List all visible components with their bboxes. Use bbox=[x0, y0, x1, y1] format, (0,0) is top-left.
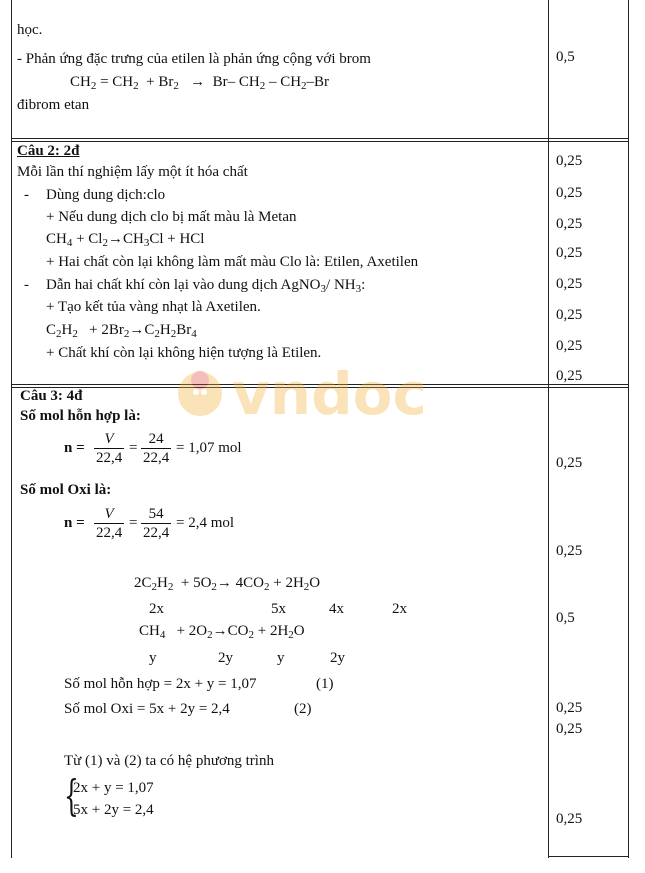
row3-mol-mix-label: Số mol hỗn hợp là: bbox=[20, 408, 141, 424]
row3-score-6: 0,25 bbox=[556, 811, 583, 827]
row-divider-1b bbox=[11, 141, 629, 142]
row3-r1-coef-4: 2x bbox=[392, 601, 407, 617]
row1-line1: học. bbox=[17, 22, 43, 38]
svg-text:vndoc: vndoc bbox=[232, 360, 427, 428]
row3-r1-coef-2: 5x bbox=[271, 601, 286, 617]
row3-reaction1: $2C_2H_2 + 5O_2\to 4CO_2 + 2H_2O$ bbox=[134, 575, 321, 593]
row2-score-3: 0,25 bbox=[556, 216, 583, 232]
row2-bullet2-dash: - bbox=[24, 277, 29, 293]
row2-line5: + Hai chất còn lại không làm mất màu Clo là: Etilen, Axetilen bbox=[46, 254, 419, 270]
row2-bullet1: Dùng dung dịch:clo bbox=[46, 187, 166, 203]
row2-line1: Mỗi lần thí nghiệm lấy một ít hóa chất bbox=[17, 164, 248, 180]
row3-score-1: 0,25 bbox=[556, 455, 583, 471]
table-divider bbox=[548, 0, 549, 858]
row3-r2-coef-2: 2y bbox=[218, 650, 233, 666]
row2-score-6: 0,25 bbox=[556, 307, 583, 323]
table-bottom bbox=[548, 856, 629, 857]
row2-bullet1-dash: - bbox=[24, 187, 29, 203]
row1-line4: đibrom etan bbox=[17, 97, 90, 113]
row2-eq1: $CH_4 + Cl_2\to CH_3Cl$ + HCl bbox=[46, 231, 205, 249]
row3-n1-frac2: $\frac{24}{22,4}$ bbox=[143, 431, 170, 466]
row2-score-7: 0,25 bbox=[556, 338, 583, 354]
row3-n1-frac1: $\frac{V}{22,4}$ bbox=[96, 431, 123, 466]
row3-n1-lhs: n = bbox=[64, 440, 85, 456]
row3-mol-o2-label: Số mol Oxi là: bbox=[20, 482, 112, 498]
watermark-logo bbox=[170, 358, 460, 433]
row3-r2-coef-3: y bbox=[277, 650, 285, 666]
row3-eqA-tag: (1) bbox=[316, 676, 334, 692]
row3-eqB-tag: (2) bbox=[294, 701, 312, 717]
row3-r1-coef-3: 4x bbox=[329, 601, 344, 617]
row2-score-4: 0,25 bbox=[556, 245, 583, 261]
system-brace: { bbox=[64, 771, 79, 820]
row2-heading: Câu 2: 2đ bbox=[17, 143, 80, 159]
row3-n1-eq: = bbox=[129, 440, 138, 456]
table-border-left bbox=[11, 0, 12, 858]
row3-n1-result: = 1,07 mol bbox=[176, 440, 242, 456]
row3-heading: Câu 3: 4đ bbox=[20, 388, 83, 404]
row3-eqA: Số mol hỗn hợp = 2x + y = 1,07 bbox=[64, 676, 257, 692]
row3-n2-result: = 2,4 mol bbox=[176, 515, 235, 531]
row3-score-2: 0,25 bbox=[556, 543, 583, 559]
table-border-right bbox=[628, 0, 629, 858]
row3-n2-frac1: $\frac{V}{22,4}$ bbox=[96, 506, 123, 541]
row2-eq2: $C_2H_2 + 2Br_2\to C_2H_2Br_4$ bbox=[46, 322, 197, 340]
row3-eqB: Số mol Oxi = 5x + 2y = 2,4 bbox=[64, 701, 230, 717]
row3-reaction2: $CH_4 + 2O_2\to CO_2 + 2H_2O$ bbox=[139, 623, 305, 641]
row3-r2-coef-1: y bbox=[149, 650, 157, 666]
row2-bullet2: Dẫn hai chất khí còn lại vào dung dịch AgNO$_3$/ $NH_3$: bbox=[46, 277, 366, 295]
row3-score-3: 0,5 bbox=[556, 610, 575, 626]
row3-n2-frac2: $\frac{54}{22,4}$ bbox=[143, 506, 170, 541]
row3-sys2: 5x + 2y = 2,4 bbox=[73, 802, 154, 818]
row-divider-1 bbox=[11, 138, 629, 139]
row3-r1-coef-1: 2x bbox=[149, 601, 164, 617]
row3-sys1: 2x + y = 1,07 bbox=[73, 780, 154, 796]
row3-n2-lhs: n = bbox=[64, 515, 85, 531]
row1-line2: - Phản ứng đặc trưng của etilen là phản ứng cộng với brom bbox=[17, 51, 371, 67]
row3-score-4: 0,25 bbox=[556, 700, 583, 716]
row3-r2-coef-4: 2y bbox=[330, 650, 345, 666]
row3-score-5: 0,25 bbox=[556, 721, 583, 737]
row2-score-8: 0,25 bbox=[556, 368, 583, 384]
row3-from: Từ (1) và (2) ta có hệ phương trình bbox=[64, 753, 274, 769]
row3-n2-eq: = bbox=[129, 515, 138, 531]
row2-line7: + Tạo kết tủa vàng nhạt là Axetilen. bbox=[46, 299, 261, 315]
row2-line9: + Chất khí còn lại không hiện tượng là Etilen. bbox=[46, 345, 322, 361]
row1-equation: $CH_2 = CH_2 + Br_2 \to Br-$ $CH_2 - CH_2-Br$ bbox=[70, 74, 330, 92]
row2-line3: + Nếu dung dịch clo bị mất màu là Metan bbox=[46, 209, 297, 225]
row2-score-2: 0,25 bbox=[556, 185, 583, 201]
row2-score-5: 0,25 bbox=[556, 276, 583, 292]
row2-score-1: 0,25 bbox=[556, 153, 583, 169]
row1-score: 0,5 bbox=[556, 49, 575, 65]
